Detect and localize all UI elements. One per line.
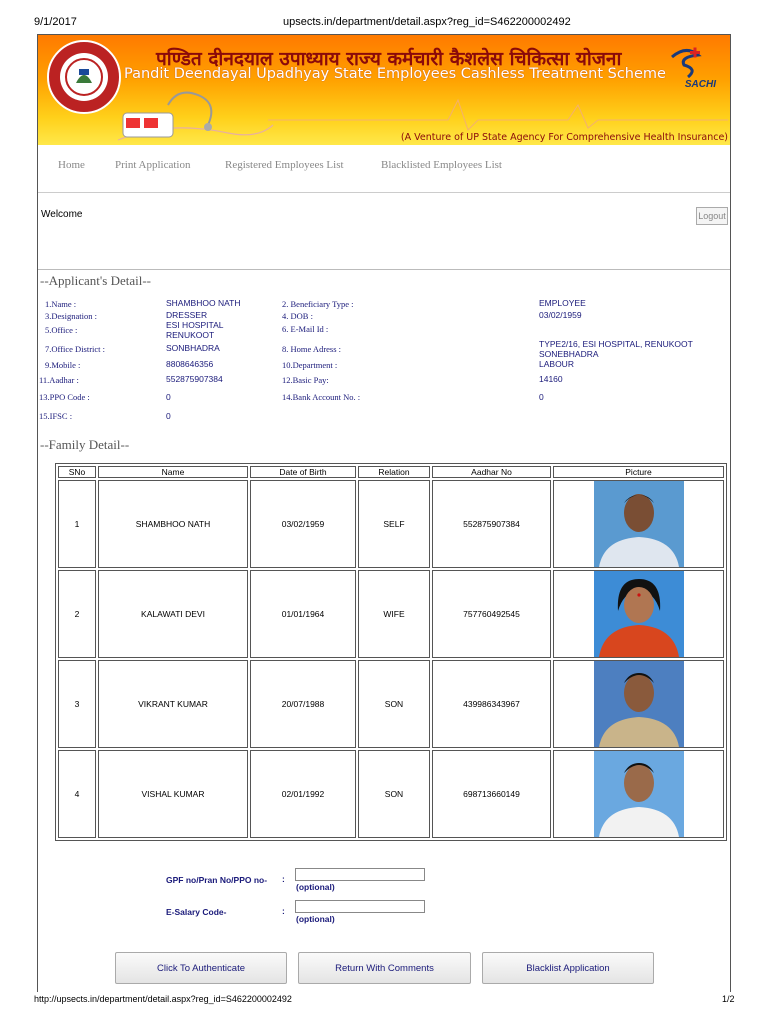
nav-print-application[interactable]: Print Application (115, 159, 191, 171)
welcome-text: Welcome (41, 209, 83, 220)
nav-blacklisted-employees[interactable]: Blacklisted Employees List (381, 159, 502, 171)
heartbeat-line-icon (268, 90, 728, 135)
return-with-comments-button[interactable]: Return With Comments (298, 952, 471, 984)
divider (38, 269, 730, 270)
family-table-header (58, 466, 724, 478)
family-table (55, 463, 727, 841)
table-row (58, 750, 724, 838)
header-relation: Relation (358, 466, 430, 478)
salary-colon: : (282, 906, 285, 916)
salary-optional-note: (optional) (296, 914, 335, 924)
label-beneficiary-type: 2. Beneficiary Type : (282, 299, 354, 309)
cell-relation: SON (358, 660, 430, 748)
header-banner (38, 35, 730, 145)
cell-picture (553, 480, 724, 568)
value-aadhar: 552875907384 (166, 374, 223, 384)
gpf-input[interactable] (295, 868, 425, 881)
authenticate-button[interactable]: Click To Authenticate (115, 952, 287, 984)
sachi-logo-icon (658, 47, 714, 81)
main-nav (38, 146, 730, 193)
value-beneficiary-type: EMPLOYEE (539, 298, 586, 308)
gpf-colon: : (282, 874, 285, 884)
header-sno: SNo (58, 466, 96, 478)
header-picture: Picture (553, 466, 724, 478)
cell-picture (553, 750, 724, 838)
cell-picture (553, 570, 724, 658)
cell-dob: 02/01/1992 (250, 750, 356, 838)
applicant-section-title: --Applicant's Detail-- (40, 273, 151, 288)
salary-code-label: E-Salary Code- (166, 907, 227, 917)
value-ppo-code: 0 (166, 392, 171, 402)
member-photo-icon (594, 571, 684, 657)
value-office: ESI HOSPITAL RENUKOOT (166, 320, 224, 340)
cell-picture (553, 660, 724, 748)
cell-sno: 4 (58, 750, 96, 838)
gpf-optional-note: (optional) (296, 882, 335, 892)
label-office-district: 7.Office District : (45, 344, 106, 354)
cell-aadhar: 757760492545 (432, 570, 551, 658)
value-ifsc: 0 (166, 411, 171, 421)
value-dob: 03/02/1959 (539, 310, 582, 320)
cell-dob: 03/02/1959 (250, 480, 356, 568)
label-ifsc: 15.IFSC : (39, 411, 73, 421)
nav-home[interactable]: Home (58, 159, 85, 171)
cell-name: VISHAL KUMAR (98, 750, 248, 838)
family-section-title: --Family Detail-- (40, 437, 130, 452)
label-department: 10.Department : (282, 360, 338, 370)
cell-dob: 20/07/1988 (250, 660, 356, 748)
header-name: Name (98, 466, 248, 478)
label-aadhar: 11.Aadhar : (39, 375, 79, 385)
stethoscope-icon (108, 85, 278, 145)
footer-url: http://upsects.in/department/detail.aspx?reg_id=S462200002492 (34, 994, 292, 1004)
footer-page-number: 1/2 (722, 994, 735, 1004)
venture-text: (A Venture of UP State Agency For Comprehensive Health Insurance) (400, 132, 728, 143)
value-mobile: 8808646356 (166, 359, 214, 369)
salary-code-input[interactable] (295, 900, 425, 913)
value-designation: DRESSER (166, 310, 208, 320)
cell-aadhar: 439986343967 (432, 660, 551, 748)
cell-relation: SELF (358, 480, 430, 568)
label-basic-pay: 12.Basic Pay: (282, 375, 329, 385)
table-row (58, 480, 724, 568)
value-bank-account: 0 (539, 392, 544, 402)
label-email: 6. E-Mail Id : (282, 324, 329, 334)
cell-sno: 3 (58, 660, 96, 748)
value-home-address: TYPE2/16, ESI HOSPITAL, RENUKOOT SONEBHADRA (539, 339, 693, 359)
member-photo-icon (594, 751, 684, 837)
cell-name: SHAMBHOO NATH (98, 480, 248, 568)
value-basic-pay: 14160 (539, 374, 563, 384)
header-dob: Date of Birth (250, 466, 356, 478)
cell-aadhar: 552875907384 (432, 480, 551, 568)
label-name: 1.Name : (45, 299, 77, 309)
nav-registered-employees[interactable]: Registered Employees List (225, 159, 344, 171)
member-photo-icon (594, 661, 684, 747)
print-url: upsects.in/department/detail.aspx?reg_id=S462200002492 (283, 16, 571, 28)
value-name: SHAMBHOO NATH (166, 298, 241, 308)
table-row (58, 570, 724, 658)
cell-relation: WIFE (358, 570, 430, 658)
cell-sno: 1 (58, 480, 96, 568)
cell-dob: 01/01/1964 (250, 570, 356, 658)
label-bank-account: 14.Bank Account No. : (282, 392, 361, 402)
label-home-address: 8. Home Adress : (282, 344, 342, 354)
label-designation: 3.Designation : (45, 311, 97, 321)
value-office-district: SONBHADRA (166, 343, 220, 353)
blacklist-application-button[interactable]: Blacklist Application (482, 952, 654, 984)
label-office: 5.Office : (45, 325, 78, 335)
header-aadhar: Aadhar No (432, 466, 551, 478)
title-english: Pandit Deendayal Upadhyay State Employees Cashless Treatment Scheme (124, 66, 666, 82)
cell-sno: 2 (58, 570, 96, 658)
label-mobile: 9.Mobile : (45, 360, 81, 370)
title-hindi: पण्डित दीनदयाल उपाध्याय राज्य कर्मचारी कैशलेस चिकित्सा योजना (156, 48, 622, 70)
cell-aadhar: 698713660149 (432, 750, 551, 838)
label-ppo-code: 13.PPO Code : (39, 392, 90, 402)
label-dob: 4. DOB : (282, 311, 313, 321)
table-row (58, 660, 724, 748)
sachi-logo-text: SACHI (684, 79, 716, 90)
cell-relation: SON (358, 750, 430, 838)
value-department: LABOUR (539, 359, 574, 369)
member-photo-icon (594, 481, 684, 567)
gpf-label: GPF no/Pran No/PPO no- (166, 875, 268, 885)
cell-name: KALAWATI DEVI (98, 570, 248, 658)
logout-button[interactable]: Logout (696, 207, 728, 225)
cell-name: VIKRANT KUMAR (98, 660, 248, 748)
print-date: 9/1/2017 (34, 16, 77, 28)
